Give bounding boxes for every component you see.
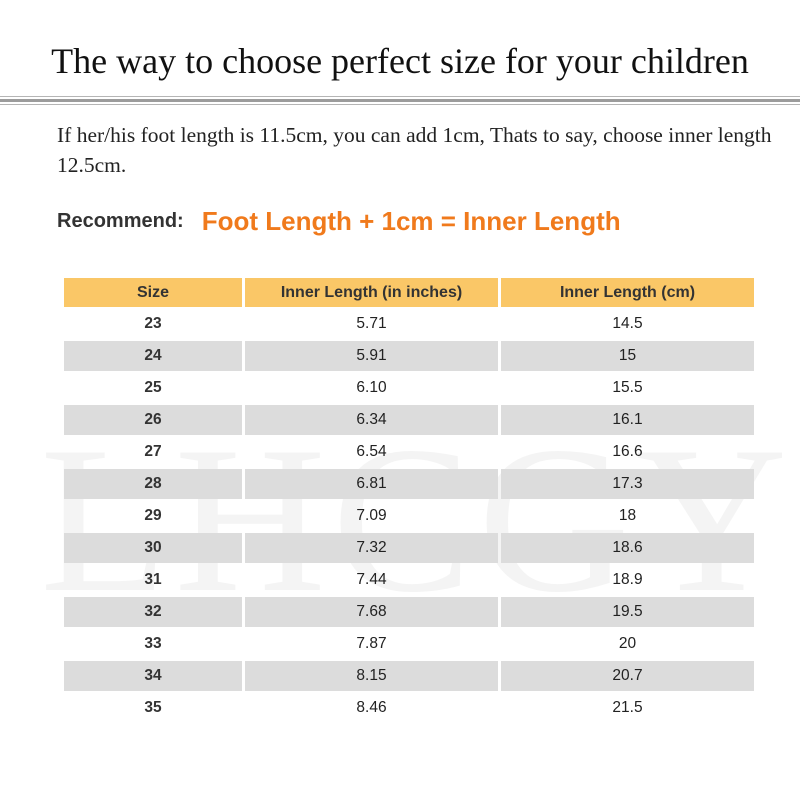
- size-cell: 24: [64, 341, 242, 371]
- cm-cell: 17.3: [501, 469, 754, 499]
- size-cell: 35: [144, 699, 162, 716]
- inches-cell: 7.44: [356, 571, 387, 588]
- cm-cell: 18: [618, 507, 637, 524]
- inches-cell: 7.68: [245, 597, 498, 627]
- table-row: [64, 565, 754, 595]
- cm-cell: 19.5: [501, 597, 754, 627]
- size-table: [61, 276, 757, 725]
- table-header-row: [64, 278, 754, 307]
- inches-cell: 6.54: [356, 443, 387, 460]
- recommend-formula: Foot Length + 1cm = Inner Length: [201, 205, 621, 236]
- table-row: [64, 469, 754, 499]
- cm-cell: 18.6: [501, 533, 754, 563]
- inches-cell: 6.81: [245, 469, 498, 499]
- table-row: [64, 629, 754, 659]
- size-cell: 32: [64, 597, 242, 627]
- inches-cell: 7.09: [356, 507, 387, 524]
- cm-cell: 21.5: [612, 699, 643, 716]
- size-cell: 33: [144, 635, 162, 652]
- size-cell: 27: [144, 443, 162, 460]
- cm-cell: 14.5: [612, 315, 643, 332]
- size-cell: 23: [144, 315, 162, 332]
- cm-cell: 15: [501, 341, 754, 371]
- divider-line: [0, 99, 800, 102]
- inches-cell: 6.10: [356, 379, 387, 396]
- inches-cell: 5.71: [356, 315, 387, 332]
- size-cell: 30: [64, 533, 242, 563]
- table-row: [64, 437, 754, 467]
- table-row: [64, 661, 754, 691]
- cm-cell: 18.9: [612, 571, 643, 588]
- cm-cell: 16.1: [501, 405, 754, 435]
- cm-cell: 16.6: [612, 443, 643, 460]
- table-row: [64, 341, 754, 371]
- table-row: [64, 693, 754, 723]
- size-cell: 31: [144, 571, 162, 588]
- header-size: Size: [64, 278, 242, 307]
- inches-cell: 7.32: [245, 533, 498, 563]
- header-inner-length-inches: Inner Length (in inches): [245, 278, 498, 307]
- size-cell: 26: [64, 405, 242, 435]
- cm-cell: 20: [618, 635, 637, 652]
- table-row: [64, 405, 754, 435]
- table-row: [64, 533, 754, 563]
- cm-cell: 15.5: [612, 379, 643, 396]
- table-row: [64, 373, 754, 403]
- size-cell: 28: [64, 469, 242, 499]
- size-cell: 29: [144, 507, 162, 524]
- header-inner-length-cm: Inner Length (cm): [501, 278, 754, 307]
- inches-cell: 8.46: [356, 699, 387, 716]
- intro-text: If her/his foot length is 11.5cm, you can add 1cm, Thats to say, choose inner length 12.5cm.: [57, 123, 772, 177]
- table-body: [64, 309, 754, 723]
- cm-cell: 20.7: [501, 661, 754, 691]
- inches-cell: 6.34: [245, 405, 498, 435]
- table-row: [64, 597, 754, 627]
- table-row: [64, 309, 754, 339]
- inches-cell: 7.87: [356, 635, 387, 652]
- size-cell: 25: [144, 379, 162, 396]
- table-row: [64, 501, 754, 531]
- recommend-line: [57, 203, 777, 239]
- inches-cell: 5.91: [245, 341, 498, 371]
- recommend-label: Recommend:: [57, 209, 184, 232]
- divider-line: [0, 96, 800, 97]
- inches-cell: 8.15: [245, 661, 498, 691]
- size-cell: 34: [64, 661, 242, 691]
- divider-line: [0, 104, 800, 105]
- page-title: The way to choose perfect size for your children: [51, 41, 749, 81]
